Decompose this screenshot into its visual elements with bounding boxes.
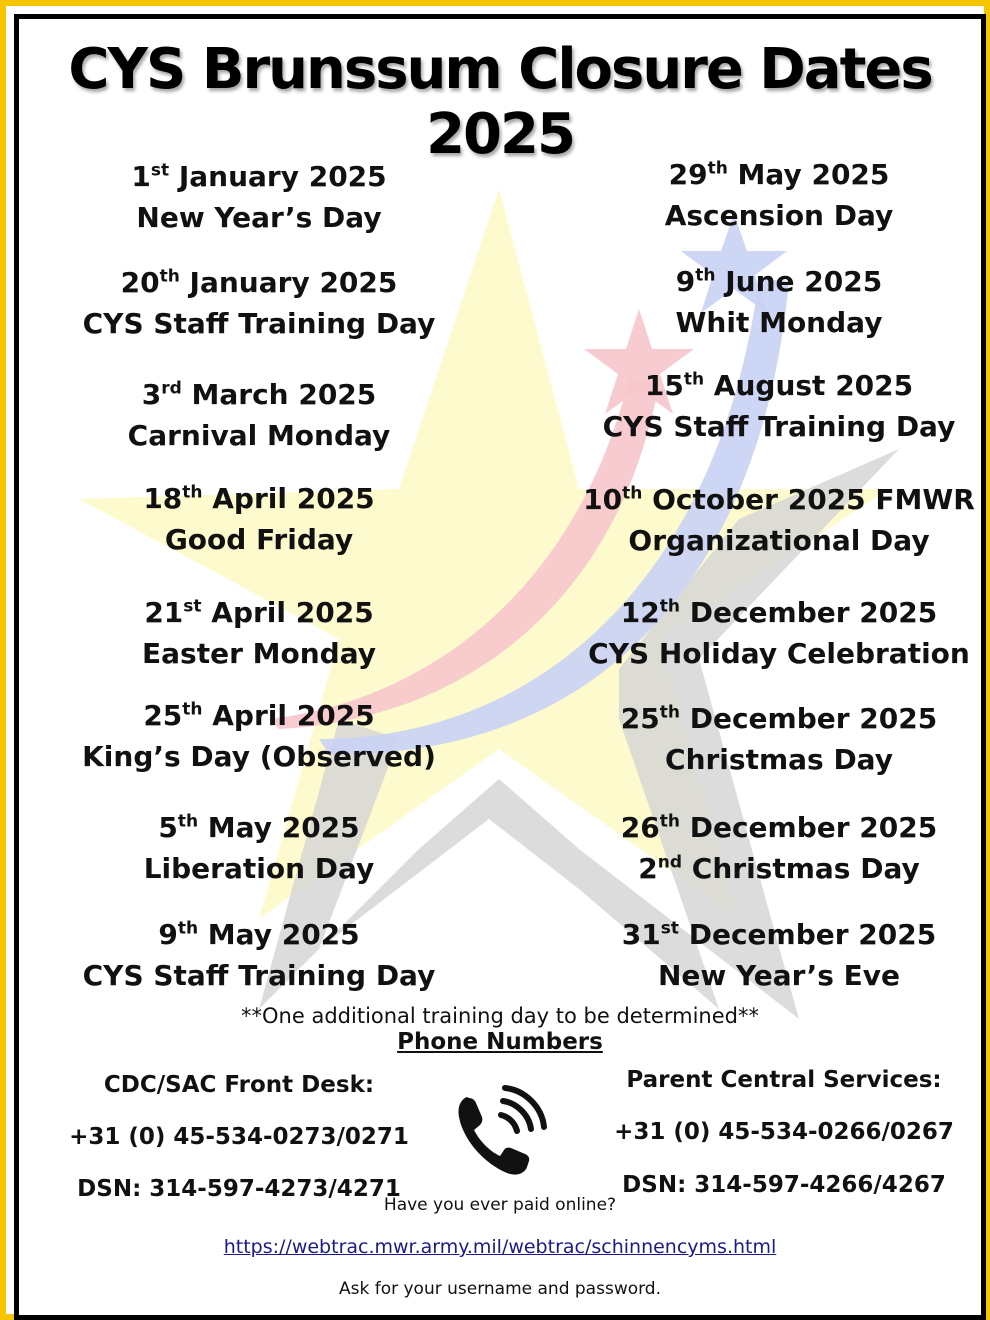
flyer-frame — [14, 14, 986, 1320]
page-title: CYS Brunssum Closure Dates 2025 — [68, 37, 932, 167]
closure-date-entry: 31st December 2025 New Year’s Eve — [564, 914, 986, 996]
closure-date-entry: 1st January 2025 New Year’s Day — [59, 156, 459, 238]
closure-date-label: King’s Day (Observed) — [82, 740, 436, 773]
paid-online-text: Have you ever paid online? — [383, 1195, 617, 1215]
closure-date-label: Christmas Day — [665, 743, 893, 776]
closure-date-label: Whit Monday — [675, 306, 883, 339]
closure-date-label: CYS Staff Training Day — [82, 959, 436, 992]
parent-central-phone: +31 (0) 45-534-0266/0267 — [614, 1119, 954, 1145]
cdc-heading: CDC/SAC Front Desk: — [103, 1072, 375, 1098]
closure-date-label: Easter Monday — [142, 637, 376, 670]
closure-date-label: Carnival Monday — [127, 419, 391, 452]
closure-date-entry: 12th December 2025 CYS Holiday Celebration — [564, 592, 986, 674]
closure-date-entry: 26th December 2025 2nd Christmas Day — [564, 807, 986, 889]
closure-date-entry: 10th October 2025 FMWR Organizational Day — [564, 479, 986, 561]
closure-date-label: New Year’s Eve — [657, 959, 901, 992]
closure-date-entry: 9th June 2025 Whit Monday — [564, 261, 986, 343]
closure-date-label: Organizational Day — [628, 524, 930, 557]
closure-date-label: New Year’s Day — [136, 201, 382, 234]
phone-numbers-heading: Phone Numbers — [397, 1029, 603, 1055]
closure-date-label: CYS Staff Training Day — [82, 307, 436, 340]
ask-credentials-text: Ask for your username and password. — [338, 1279, 662, 1299]
closure-date-entry: 18th April 2025 Good Friday — [59, 478, 459, 560]
closure-date-entry: 15th August 2025 CYS Staff Training Day — [564, 365, 986, 447]
training-day-note: **One additional training day to be determined** — [241, 1004, 759, 1028]
closure-date-label: Good Friday — [164, 523, 354, 556]
closure-date-label: CYS Staff Training Day — [602, 410, 956, 443]
parent-central-dsn: DSN: 314-597-4266/4267 — [622, 1172, 946, 1198]
closure-date-entry: 21st April 2025 Easter Monday — [59, 592, 459, 674]
closure-date-entry: 20th January 2025 CYS Staff Training Day — [59, 262, 459, 344]
cdc-phone: +31 (0) 45-534-0273/0271 — [69, 1124, 409, 1150]
closure-date-label: CYS Holiday Celebration — [588, 637, 970, 670]
closure-date-entry: 25th April 2025 King’s Day (Observed) — [59, 695, 459, 777]
closure-date-label: 2nd Christmas Day — [638, 852, 920, 885]
closure-date-entry: 25th December 2025 Christmas Day — [564, 698, 986, 780]
closure-date-label: Ascension Day — [664, 199, 894, 232]
parent-central-heading: Parent Central Services: — [626, 1067, 942, 1093]
phone-icon — [449, 1085, 549, 1185]
closure-date-entry: 9th May 2025 CYS Staff Training Day — [59, 914, 459, 996]
webtrac-link[interactable]: https://webtrac.mwr.army.mil/webtrac/schinnencyms.html — [223, 1236, 777, 1258]
cdc-dsn: DSN: 314-597-4273/4271 — [77, 1176, 401, 1202]
closure-date-entry: 29th May 2025 Ascension Day — [564, 154, 986, 236]
closure-date-entry: 3rd March 2025 Carnival Monday — [59, 374, 459, 456]
closure-date-entry: 5th May 2025 Liberation Day — [59, 807, 459, 889]
closure-date-label: Liberation Day — [143, 852, 375, 885]
